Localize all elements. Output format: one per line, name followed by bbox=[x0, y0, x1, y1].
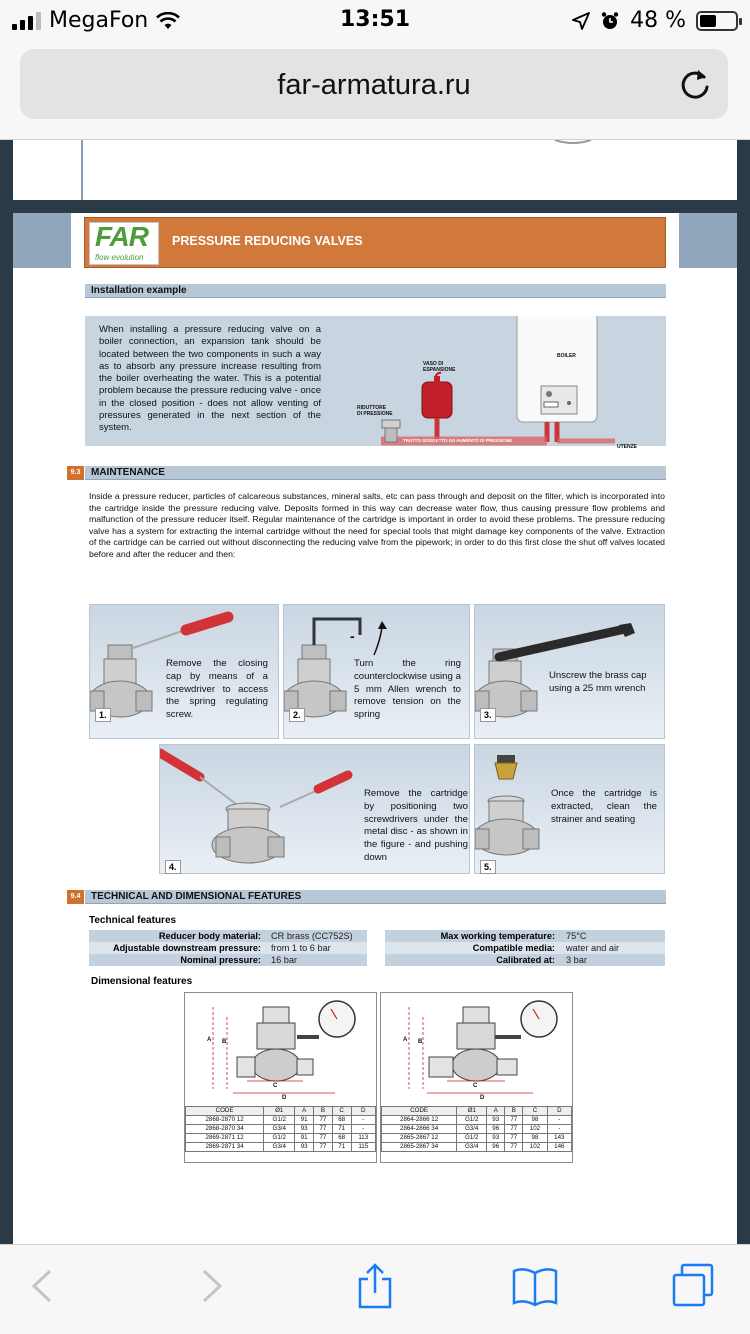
tf-value: 3 bar bbox=[566, 955, 587, 965]
tf-key: Calibrated at: bbox=[496, 955, 555, 965]
table-cell: 102 bbox=[523, 1125, 547, 1134]
table-header-cell: D bbox=[547, 1107, 571, 1116]
technical-subtitle: Technical features bbox=[89, 915, 177, 926]
technical-number: 9.4 bbox=[67, 890, 84, 904]
table-cell: G1/2 bbox=[457, 1116, 487, 1125]
maintenance-title: MAINTENANCE bbox=[91, 467, 165, 478]
table-header-cell: Ø1 bbox=[457, 1107, 487, 1116]
table-cell: - bbox=[547, 1116, 571, 1125]
dim-drawing-left bbox=[184, 992, 377, 1163]
address-bar bbox=[0, 40, 750, 140]
tf-row-media bbox=[385, 942, 665, 954]
table-cell: 2865-2867 12 bbox=[382, 1134, 457, 1143]
tf-key: Adjustable downstream pressure: bbox=[112, 943, 261, 953]
table-cell: 2864-2866 34 bbox=[382, 1125, 457, 1134]
table-header-cell: D bbox=[351, 1107, 375, 1116]
table-cell: 2868-2870 34 bbox=[186, 1125, 264, 1134]
table-cell: 96 bbox=[487, 1143, 505, 1152]
header-side-band-left bbox=[13, 213, 71, 268]
label-riduttore: RIDUTTORE DI PRESSIONE bbox=[357, 405, 393, 417]
table-header-cell: CODE bbox=[382, 1107, 457, 1116]
tf-value: CR brass (CC752S) bbox=[271, 931, 353, 941]
table-cell: 2864-2866 12 bbox=[382, 1116, 457, 1125]
battery-percent: 48 % bbox=[630, 8, 686, 33]
back-icon[interactable] bbox=[20, 1263, 66, 1309]
page-header bbox=[84, 217, 666, 268]
step-3-panel bbox=[474, 604, 665, 739]
table-cell: G3/4 bbox=[457, 1143, 487, 1152]
tf-row-temp bbox=[385, 930, 665, 942]
table-cell: 68 bbox=[332, 1116, 351, 1125]
table-cell: 71 bbox=[332, 1125, 351, 1134]
table-row bbox=[382, 1116, 572, 1125]
dim-letter-a: A bbox=[207, 1037, 212, 1043]
label-boiler: BOILER bbox=[557, 353, 576, 359]
table-cell: 98 bbox=[523, 1134, 547, 1143]
maintenance-section-bar bbox=[85, 466, 666, 480]
table-cell: 77 bbox=[505, 1116, 523, 1125]
tf-row-calibrated bbox=[385, 954, 665, 966]
dim-letter-c: C bbox=[273, 1083, 278, 1089]
step-1-panel bbox=[89, 604, 279, 739]
label-utenze: UTENZE bbox=[617, 444, 637, 450]
table-cell: 93 bbox=[487, 1116, 505, 1125]
table-cell: 2865-2867 34 bbox=[382, 1143, 457, 1152]
installation-diagram bbox=[85, 316, 666, 446]
table-cell: G3/4 bbox=[264, 1125, 295, 1134]
drawing-fragment bbox=[553, 140, 593, 146]
dimensional-title: Dimensional features bbox=[91, 976, 193, 987]
step-1-number: 1. bbox=[95, 708, 111, 722]
table-header-cell: A bbox=[487, 1107, 505, 1116]
table-cell: - bbox=[547, 1125, 571, 1134]
dim-drawing-right bbox=[380, 992, 573, 1163]
table-cell: 102 bbox=[523, 1143, 547, 1152]
table-cell: 143 bbox=[547, 1134, 571, 1143]
table-row bbox=[382, 1134, 572, 1143]
step-5-number: 5. bbox=[480, 860, 496, 874]
installation-section-bar bbox=[85, 284, 666, 298]
forward-icon[interactable] bbox=[188, 1263, 234, 1309]
table-row bbox=[186, 1143, 376, 1152]
tf-row-body bbox=[89, 930, 367, 942]
step-5-text: Once the cartridge is extracted, clean the strainer and seating bbox=[551, 788, 657, 825]
table-header-cell: B bbox=[505, 1107, 523, 1116]
battery-icon bbox=[696, 11, 738, 31]
logo-text: FAR bbox=[95, 221, 148, 252]
tf-value: water and air bbox=[566, 943, 620, 953]
far-logo bbox=[89, 222, 159, 265]
table-header-cell: A bbox=[295, 1107, 314, 1116]
dim-letter-b: B bbox=[222, 1039, 227, 1045]
table-header-cell: B bbox=[314, 1107, 333, 1116]
table-cell: 2869-2871 34 bbox=[186, 1143, 264, 1152]
tf-key: Max working temperature: bbox=[440, 931, 555, 941]
table-row bbox=[382, 1143, 572, 1152]
valve-drawing-left bbox=[185, 993, 378, 1105]
table-cell: 68 bbox=[332, 1134, 351, 1143]
table-cell: 98 bbox=[523, 1116, 547, 1125]
table-cell: 77 bbox=[505, 1125, 523, 1134]
table-cell: 77 bbox=[314, 1125, 333, 1134]
dimension-table-left bbox=[185, 1106, 376, 1152]
table-cell: 71 bbox=[332, 1143, 351, 1152]
table-row bbox=[186, 1125, 376, 1134]
tf-row-nominal bbox=[89, 954, 367, 966]
url-field[interactable] bbox=[20, 49, 728, 119]
table-cell: 96 bbox=[487, 1125, 505, 1134]
tabs-icon[interactable] bbox=[670, 1263, 716, 1309]
step-2-number: 2. bbox=[289, 708, 305, 722]
installation-panel bbox=[85, 316, 666, 450]
logo-tagline: flow evolution bbox=[95, 253, 144, 262]
table-cell: G3/4 bbox=[457, 1125, 487, 1134]
maintenance-text: Inside a pressure reducer, particles of calcareous substances, mineral salts, etc can pass through and deposit on the filter, which is incorporated into the cartridge inside the pressure reducing valve. Deposits formed in this way can decrease water flow, thus causing pressure flow problems and malfunction of the pressure reducer itself. Regular maintenance of the cartridge is important in order to avoid these problems. The pressure reducing valve has a system for extracting the internal cartridge without the need for special tools that might damage key components of the valve. Extraction of the cartridge can be carried out without disconnecting the reducing valve from the pipework; in order to do this first close the shut off valves located before and after the reducer and then: bbox=[89, 491, 665, 559]
table-cell: 77 bbox=[314, 1134, 333, 1143]
table-cell: 77 bbox=[505, 1143, 523, 1152]
installation-text: When installing a pressure reducing valve on a boiler connection, an expansion tank should be located between the two components in such a way as to absorb any pressure increase resulting from the boiler overheating the water. This is a potential problem because the pressure reducing valve - once in the closed position - does not allow venting of pressures generated in the next section of the system. bbox=[99, 324, 321, 434]
previous-page-fragment bbox=[13, 140, 737, 200]
tf-key: Nominal pressure: bbox=[180, 955, 261, 965]
share-icon[interactable] bbox=[352, 1263, 398, 1309]
table-cell: 91 bbox=[295, 1116, 314, 1125]
location-icon bbox=[572, 12, 590, 30]
table-cell: 113 bbox=[351, 1134, 375, 1143]
table-cell: 77 bbox=[314, 1143, 333, 1152]
tf-row-pressure bbox=[89, 942, 367, 954]
label-vaso: VASO DI ESPANSIONE bbox=[423, 361, 456, 373]
step-2-sign: - bbox=[350, 628, 355, 644]
technical-title: TECHNICAL AND DIMENSIONAL FEATURES bbox=[91, 891, 302, 902]
step-4-number: 4. bbox=[165, 860, 181, 874]
table-cell: 93 bbox=[295, 1125, 314, 1134]
table-cell: 93 bbox=[295, 1143, 314, 1152]
table-header-cell: C bbox=[523, 1107, 547, 1116]
table-row bbox=[186, 1116, 376, 1125]
page-title: PRESSURE REDUCING VALVES bbox=[172, 234, 363, 248]
tf-value: 75°C bbox=[566, 931, 587, 941]
technical-section-bar bbox=[85, 890, 666, 904]
status-bar bbox=[0, 0, 750, 40]
table-cell: 93 bbox=[487, 1134, 505, 1143]
bookmarks-icon[interactable] bbox=[512, 1263, 558, 1309]
tf-value: from 1 to 6 bar bbox=[271, 943, 331, 953]
table-header-row bbox=[186, 1107, 376, 1116]
table-cell: G1/2 bbox=[264, 1134, 295, 1143]
table-cell: - bbox=[351, 1116, 375, 1125]
table-header-cell: Ø1 bbox=[264, 1107, 295, 1116]
step-2-text: Turn the ring counterclockwise using a 5 mm Allen wrench to remove tension on the spring bbox=[354, 658, 461, 721]
web-page[interactable] bbox=[13, 140, 737, 1244]
table-cell: G1/2 bbox=[264, 1116, 295, 1125]
maintenance-number: 9.3 bbox=[67, 466, 84, 480]
table-row bbox=[382, 1125, 572, 1134]
dim-letter-d: D bbox=[282, 1095, 287, 1101]
step-4-text: Remove the cartridge by positioning two screwdrivers under the metal disc - as shown in the figure - and pushing down bbox=[364, 788, 468, 863]
tf-key: Compatible media: bbox=[472, 943, 555, 953]
table-cell: 77 bbox=[314, 1116, 333, 1125]
table-cell: 77 bbox=[505, 1134, 523, 1143]
table-header-cell: CODE bbox=[186, 1107, 264, 1116]
step-3-text: Unscrew the brass cap using a 25 mm wrench bbox=[549, 670, 647, 694]
url-text: far-armatura.ru bbox=[277, 69, 471, 101]
page-rule bbox=[81, 140, 83, 200]
step-5-panel bbox=[474, 744, 665, 874]
step-4-panel bbox=[159, 744, 470, 874]
dimension-table-right bbox=[381, 1106, 572, 1152]
table-cell: 91 bbox=[295, 1134, 314, 1143]
table-cell: G1/2 bbox=[457, 1134, 487, 1143]
table-header-cell: C bbox=[332, 1107, 351, 1116]
clock: 13:51 bbox=[339, 7, 411, 32]
valve-drawing-right bbox=[381, 993, 574, 1105]
step-3-number: 3. bbox=[480, 708, 496, 722]
label-pipe: TRATTO SOGGETTO AD AUMENTO DI PRESSIONE bbox=[403, 438, 513, 443]
table-header-row bbox=[382, 1107, 572, 1116]
carrier-name: MegaFon bbox=[49, 8, 149, 33]
table-cell: 146 bbox=[547, 1143, 571, 1152]
table-cell: 115 bbox=[351, 1143, 375, 1152]
browser-toolbar bbox=[0, 1244, 750, 1334]
step-2-panel bbox=[283, 604, 470, 739]
dim-letter-b: B bbox=[418, 1039, 423, 1045]
tf-key: Reducer body material: bbox=[158, 931, 261, 941]
table-cell: 2869-2871 12 bbox=[186, 1134, 264, 1143]
pdf-page bbox=[13, 213, 737, 1244]
table-cell: G3/4 bbox=[264, 1143, 295, 1152]
installation-title: Installation example bbox=[91, 285, 187, 296]
dim-letter-a: A bbox=[403, 1037, 408, 1043]
reload-icon[interactable] bbox=[678, 67, 712, 101]
table-cell: 2868-2870 12 bbox=[186, 1116, 264, 1125]
dim-letter-c: C bbox=[473, 1083, 478, 1089]
table-cell: - bbox=[351, 1125, 375, 1134]
header-side-band-right bbox=[679, 213, 737, 268]
table-row bbox=[186, 1134, 376, 1143]
step-1-text: Remove the closing cap by means of a screwdriver to access the spring regulating screw. bbox=[166, 658, 268, 721]
dim-letter-d: D bbox=[480, 1095, 485, 1101]
tf-value: 16 bar bbox=[271, 955, 298, 965]
alarm-icon bbox=[600, 11, 620, 31]
